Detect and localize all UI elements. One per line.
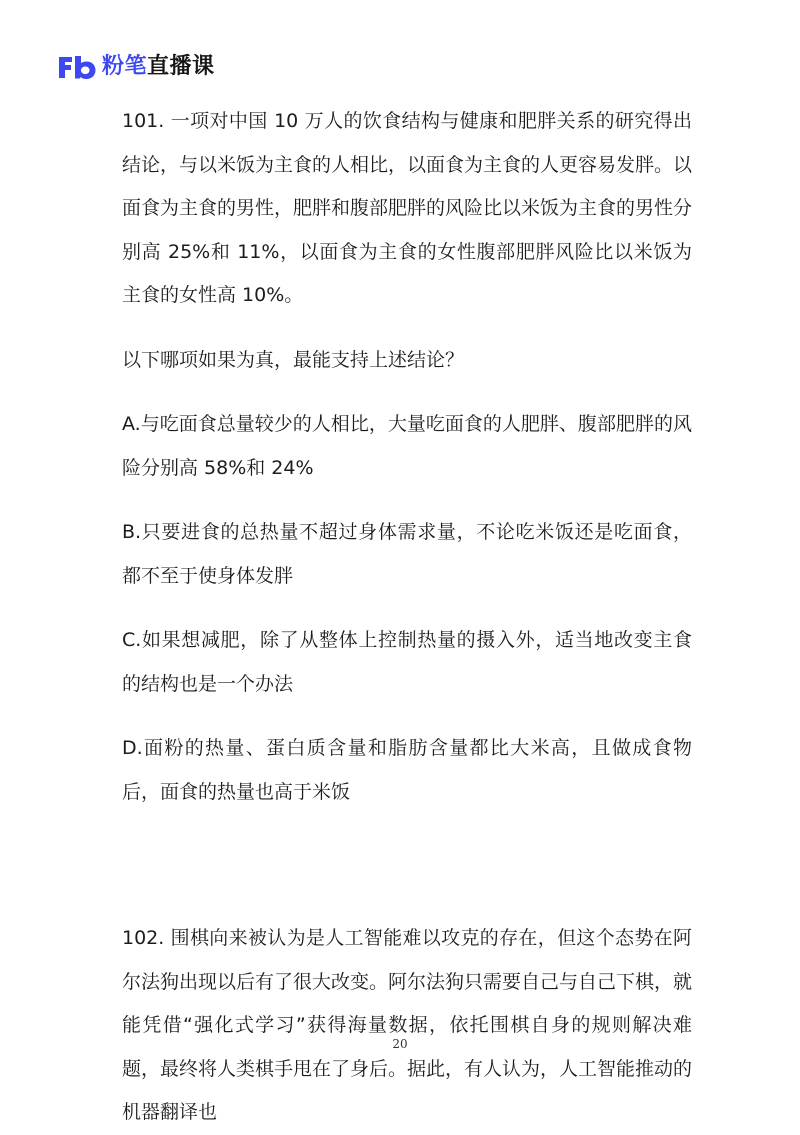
question-102-stem: 102. 围棋向来被认为是人工智能难以攻克的存在，但这个态势在阿尔法狗出现以后有了很大改变。阿尔法狗只需要自己与自己下棋，就能凭借“强化式学习”获得海量数据，依托围棋自身的规则解决难题，最终将人类棋手甩在了身后。据此，有人认为，人工智能推动的机器翻译也: [122, 927, 693, 1123]
fb-logo-icon: [57, 54, 97, 80]
question-gap: [122, 835, 692, 917]
brand-rest-text: 直播课: [147, 54, 215, 79]
page-header: [57, 52, 215, 82]
question-101-option-b: B.只要进食的总热量不超过身体需求量，不论吃米饭还是吃面食，都不至于使身体发胖: [122, 521, 692, 587]
document-body: [122, 100, 692, 1135]
question-101-option-a: A.与吃面食总量较少的人相比，大量吃面食的人肥胖、腹部肥胖的风险分别高 58%和 24%: [122, 413, 692, 479]
question-101-option-d: D.面粉的热量、蛋白质含量和脂肪含量都比大米高，且做成食物后，面食的热量也高于米饭: [122, 737, 692, 803]
question-101-prompt: 以下哪项如果为真，最能支持上述结论？: [122, 348, 465, 371]
question-101-stem: 101. 一项对中国 10 万人的饮食结构与健康和肥胖关系的研究得出结论，与以米饭为主食的人相比，以面食为主食的人更容易发胖。以面食为主食的男性，肥胖和腹部肥胖的风险比以米饭为主食的男性分别高 25%和 11%，以面食为主食的女性腹部肥胖风险比以米饭为主食的女性高 10%。: [122, 110, 693, 306]
page-number: 20: [392, 1037, 408, 1051]
brand-accent-text: 粉笔: [102, 54, 148, 79]
brand-name: [102, 52, 215, 82]
question-101-option-c: C.如果想减肥，除了从整体上控制热量的摄入外，适当地改变主食的结构也是一个办法: [122, 629, 692, 695]
